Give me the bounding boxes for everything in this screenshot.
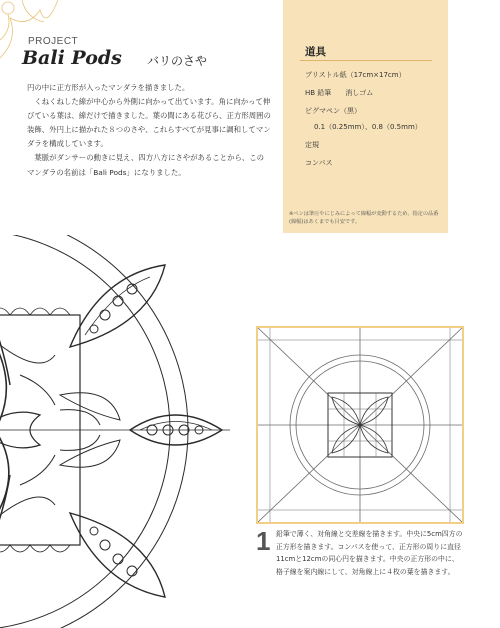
project-label: PROJECT <box>28 36 79 47</box>
tool-item: コンパス <box>305 159 333 167</box>
intro-paragraph: 葉脈がダンサーの動きに見え、四方八方にさやがあることから、このマンダラの名前は「Bali Pods」になりました。 <box>27 153 265 177</box>
tool-item: 定規 <box>305 141 319 149</box>
intro-paragraph: 円の中に正方形が入ったマンダラを描きました。 <box>27 83 190 92</box>
tools-divider <box>300 60 432 61</box>
intro-text <box>27 81 271 180</box>
page-title-japanese: バリのさや <box>147 54 208 68</box>
tools-panel <box>283 0 448 233</box>
intro-paragraph: くねくねした線が中心から外側に向かって出ています。角に向かって伸びている葉は、線だけで描きました。葉の間にある花びら、正方形周囲の装飾、外円上に描かれた８つのさや、これらすべてが見事に調和してマンダラを構成しています。 <box>27 97 271 149</box>
page-title: Bali Pods <box>22 47 122 69</box>
mandala-illustration <box>0 235 250 628</box>
step-instruction: 鉛筆で薄く、対角線と交差線を描きます。中央に5cm四方の正方形を描きます。コンパスを使って、正方形の周りに直径11cmと12cmの同心円を描きます。中央の正方形の中に、格子線を案内線にして、対角線上に４枚の葉を描きます。 <box>276 530 463 576</box>
pod-bottom-right <box>70 513 165 597</box>
tool-item: 0.1（0.25mm）、0.8（0.5mm） <box>314 123 422 131</box>
step-one-diagram <box>258 328 462 522</box>
tool-item: ピグマペン（黒） <box>305 107 361 115</box>
pod-top-right <box>70 265 165 347</box>
tools-note: ※ペンは筆圧やにじみによって線幅が変動するため、指定の品番(線幅)はあくまでも目安です。 <box>289 211 439 225</box>
tools-title: 道具 <box>305 46 326 58</box>
step-number: 1 <box>256 526 271 556</box>
tool-item: ブリストル紙（17cm×17cm） <box>305 71 406 79</box>
tool-item: HB 鉛筆 消しゴム <box>305 89 374 97</box>
